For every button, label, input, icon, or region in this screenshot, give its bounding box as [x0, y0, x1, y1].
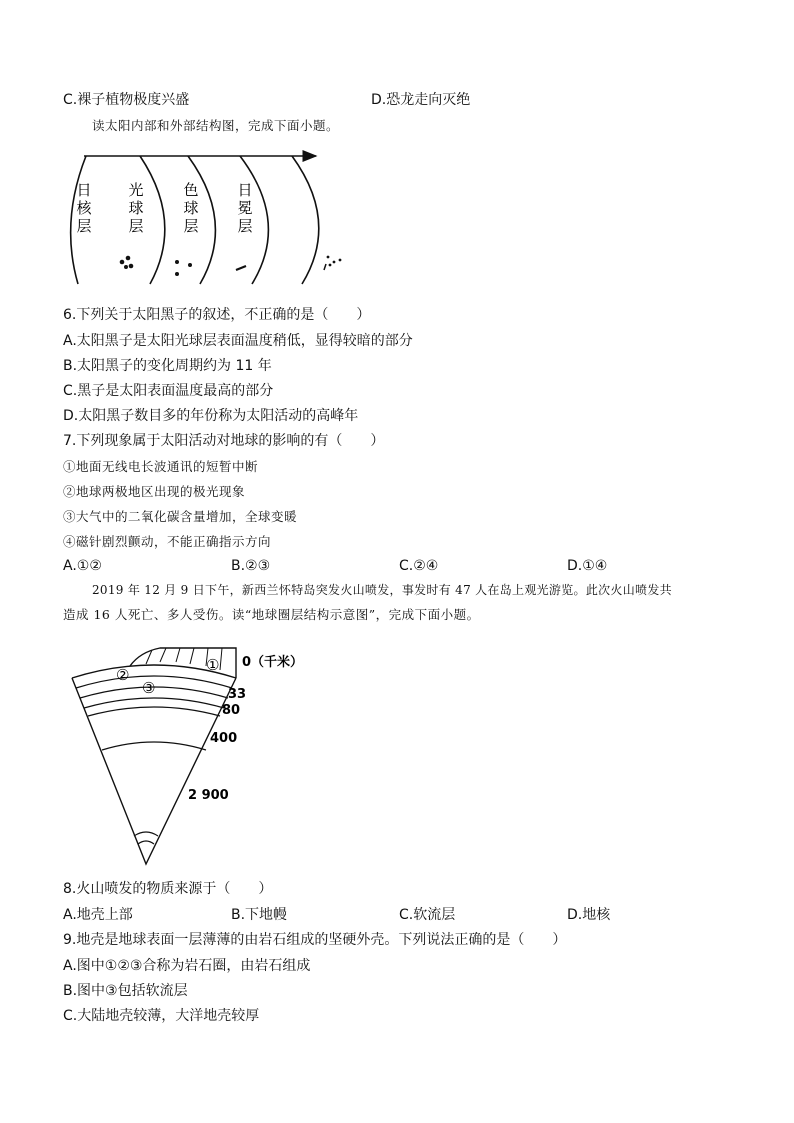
svg-text:核: 核 [76, 199, 92, 217]
q7-option-b: B.②③ [231, 558, 271, 574]
q8-stem: 8.火山喷发的物质来源于（ ） [63, 881, 273, 897]
q8-option-d: D.地核 [567, 907, 611, 923]
q9-stem: 9.地壳是地球表面一层薄薄的由岩石组成的坚硬外壳。下列说法正确的是（ ） [63, 932, 567, 948]
q7-option-c: C.②④ [399, 558, 439, 574]
q6-option-d: D.太阳黑子数目多的年份称为太阳活动的高峰年 [63, 408, 359, 424]
option-c: C.裸子植物极度兴盛 [63, 92, 190, 108]
option-d: D.恐龙走向灭绝 [371, 92, 471, 108]
nz-intro-line-1: 2019 年 12 月 9 日下午，新西兰怀特岛突发火山喷发，事发时有 47 人在岛上观光游览。此次火山喷发共 [92, 583, 672, 597]
core-arc-inner [138, 841, 154, 844]
svg-text:2 900: 2 900 [188, 788, 229, 803]
layer-arc-mantle [102, 742, 206, 750]
svg-text:③: ③ [142, 679, 156, 697]
flare-dots [175, 260, 192, 276]
corona-outer-boundary [292, 156, 319, 284]
q7-statement-2: ②地球两极地区出现的极光现象 [63, 484, 246, 499]
sun-intro: 读太阳内部和外部结构图，完成下面小题。 [92, 118, 340, 133]
q7-option-a: A.①② [63, 558, 102, 574]
svg-text:日: 日 [237, 181, 253, 199]
q8-option-c: C.软流层 [399, 907, 456, 923]
layer-arc-400b [88, 707, 220, 716]
svg-text:②: ② [116, 666, 130, 684]
svg-text:球: 球 [128, 199, 144, 217]
svg-text:球: 球 [183, 199, 199, 217]
svg-text:80: 80 [222, 703, 241, 718]
svg-text:400: 400 [210, 731, 238, 746]
q7-option-d: D.①④ [567, 558, 608, 574]
svg-text:层: 层 [237, 217, 253, 235]
sunspot-dots [120, 256, 134, 269]
q7-statement-1: ①地面无线电长波通讯的短暂中断 [63, 459, 259, 474]
q6-option-a: A.太阳黑子是太阳光球层表面温度稍低，显得较暗的部分 [63, 333, 413, 349]
svg-text:①: ① [206, 656, 220, 674]
svg-text:冕: 冕 [237, 199, 253, 217]
sector-outline [72, 678, 236, 864]
svg-text:层: 层 [128, 217, 144, 235]
core-arc-outer [134, 832, 158, 836]
q8-option-b: B.下地幔 [231, 907, 288, 923]
earth-layer-diagram [60, 640, 320, 870]
svg-text:0（千米）: 0（千米） [242, 655, 304, 670]
svg-text:色: 色 [183, 181, 199, 199]
q9-option-c: C.大陆地壳较薄，大洋地壳较厚 [63, 1008, 260, 1024]
svg-text:层: 层 [183, 217, 199, 235]
svg-text:日: 日 [76, 181, 92, 199]
svg-text:光: 光 [128, 181, 144, 199]
sun-structure-diagram [64, 144, 364, 292]
q6-stem: 6.下列关于太阳黑子的叙述，不正确的是（ ） [63, 307, 371, 323]
solar-wind-marks [324, 256, 341, 270]
q7-statement-3: ③大气中的二氧化碳含量增加，全球变暖 [63, 509, 298, 524]
prominence-mark [236, 266, 246, 270]
q6-option-b: B.太阳黑子的变化周期约为 11 年 [63, 358, 272, 374]
q8-option-a: A.地壳上部 [63, 907, 133, 923]
svg-text:层: 层 [76, 217, 92, 235]
svg-text:33: 33 [228, 687, 247, 702]
q6-option-c: C.黑子是太阳表面温度最高的部分 [63, 383, 274, 399]
photosphere-boundary [140, 156, 165, 284]
nz-intro-line-2: 造成 16 人死亡、多人受伤。读“地球圈层结构示意图”，完成下面小题。 [63, 607, 480, 622]
q7-stem: 7.下列现象属于太阳活动对地球的影响的有（ ） [63, 433, 385, 449]
q7-statement-4: ④磁针剧烈颤动，不能正确指示方向 [63, 534, 272, 549]
q9-option-b: B.图中③包括软流层 [63, 983, 188, 999]
q9-option-a: A.图中①②③合称为岩石圈，由岩石组成 [63, 958, 311, 974]
